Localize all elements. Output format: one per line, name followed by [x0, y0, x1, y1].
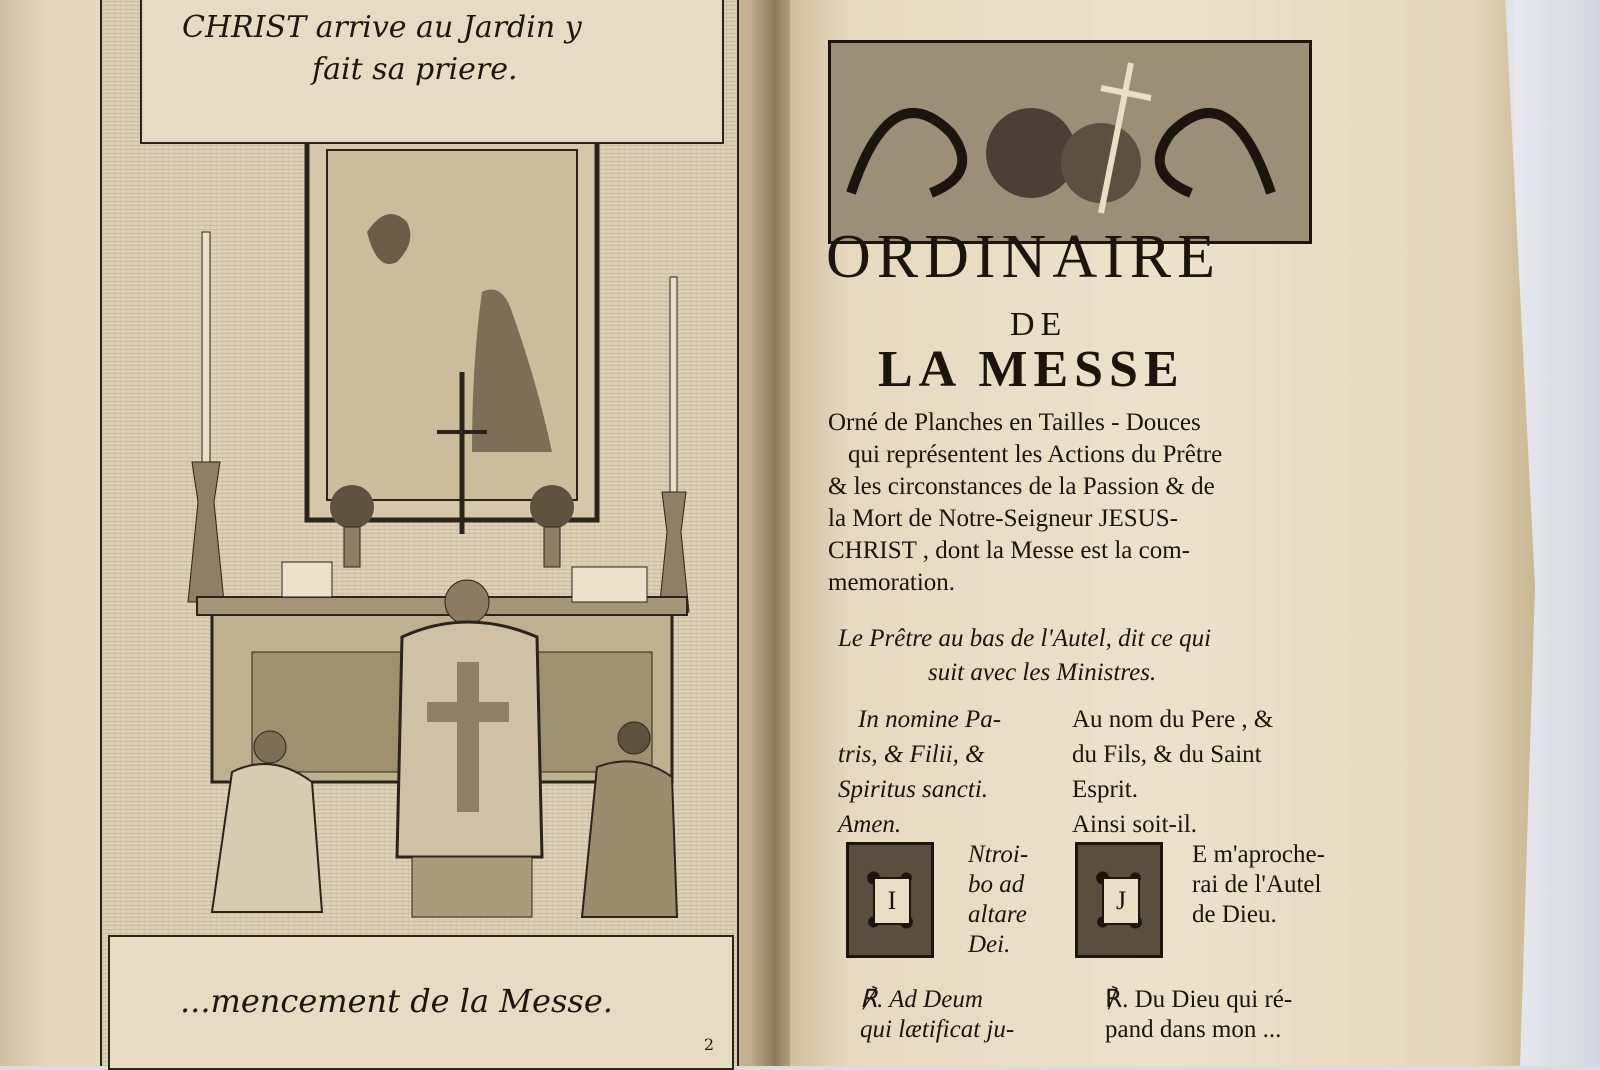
introit-french: [1192, 840, 1325, 930]
response-french: [1105, 985, 1292, 1045]
title-de: DE: [1010, 306, 1068, 343]
caption-top-line1: CHRIST arrive au Jardin y: [182, 10, 582, 45]
engraving-caption-bottom: [108, 935, 734, 1070]
introit-french-line: rai de l'Autel: [1192, 871, 1322, 898]
right-kneeling-minister: [582, 761, 677, 917]
decorated-initial-latin: [846, 842, 934, 958]
response-latin-line: qui lætificat ju-: [860, 1016, 1015, 1043]
rubric: [838, 622, 1211, 690]
introit-french-line: de Dieu.: [1192, 901, 1277, 928]
left-candle: [202, 232, 210, 462]
right-candle: [670, 277, 677, 492]
initial-letter: I: [873, 877, 911, 925]
priest-head: [445, 580, 489, 624]
description-line: qui représentent les Actions du Prêtre: [848, 441, 1223, 468]
introit-french-line: E m'aproche-: [1192, 841, 1325, 868]
description-line: memoration.: [828, 569, 956, 596]
french-line: Ainsi soit-il.: [1072, 811, 1198, 838]
latin-line: Amen.: [838, 811, 902, 838]
introit-latin-line: Dei.: [968, 931, 1011, 958]
response-french-line: pand dans mon ...: [1105, 1016, 1282, 1043]
page-number: 2: [703, 1035, 714, 1054]
description-line: Orné de Planches en Tailles - Douces: [828, 409, 1201, 436]
response-latin-line: ℟. Ad Deum: [860, 986, 983, 1013]
description-line: & les circonstances de la Passion & de: [828, 473, 1215, 500]
initial-letter: J: [1102, 877, 1140, 925]
description-line: la Mort de Notre-Seigneur JESUS-: [828, 505, 1178, 532]
engraving-caption-top: [140, 0, 724, 144]
decorated-initial-french: [1075, 842, 1163, 958]
title-la-messe: LA MESSE: [878, 341, 1185, 398]
caption-top-line2: fait sa priere.: [312, 52, 518, 87]
caption-bottom-text: ...mencement de la Messe.: [180, 982, 613, 1020]
latin-line: In nomine Pa-: [858, 706, 1002, 733]
introit-latin-line: bo ad: [968, 871, 1025, 898]
description-line: CHRIST , dont la Messe est la com-: [828, 537, 1190, 564]
rubric-line: suit avec les Ministres.: [928, 659, 1157, 686]
response-french-line: ℟. Du Dieu qui ré-: [1105, 986, 1293, 1013]
french-column: [1072, 702, 1273, 842]
rubric-line: Le Prêtre au bas de l'Autel, dit ce qui: [838, 625, 1212, 652]
title-ordinaire: ORDINAIRE: [826, 223, 1221, 291]
introit-latin: [968, 840, 1028, 960]
french-line: Au nom du Pere , &: [1072, 706, 1274, 733]
title-description: [828, 407, 1222, 599]
introit-latin-line: Ntroi-: [968, 841, 1029, 868]
left-kneeling-minister: [212, 764, 322, 912]
french-line: du Fils, & du Saint: [1072, 741, 1262, 768]
altar-engraving: [102, 142, 733, 935]
latin-line: Spiritus sancti.: [838, 776, 989, 803]
latin-column: [838, 702, 1001, 842]
headpiece-ornament: [828, 40, 1312, 244]
introit-latin-line: altare: [968, 901, 1027, 928]
latin-line: tris, & Filii, &: [838, 741, 985, 768]
response-latin: [860, 985, 1014, 1045]
french-line: Esprit.: [1072, 776, 1138, 803]
